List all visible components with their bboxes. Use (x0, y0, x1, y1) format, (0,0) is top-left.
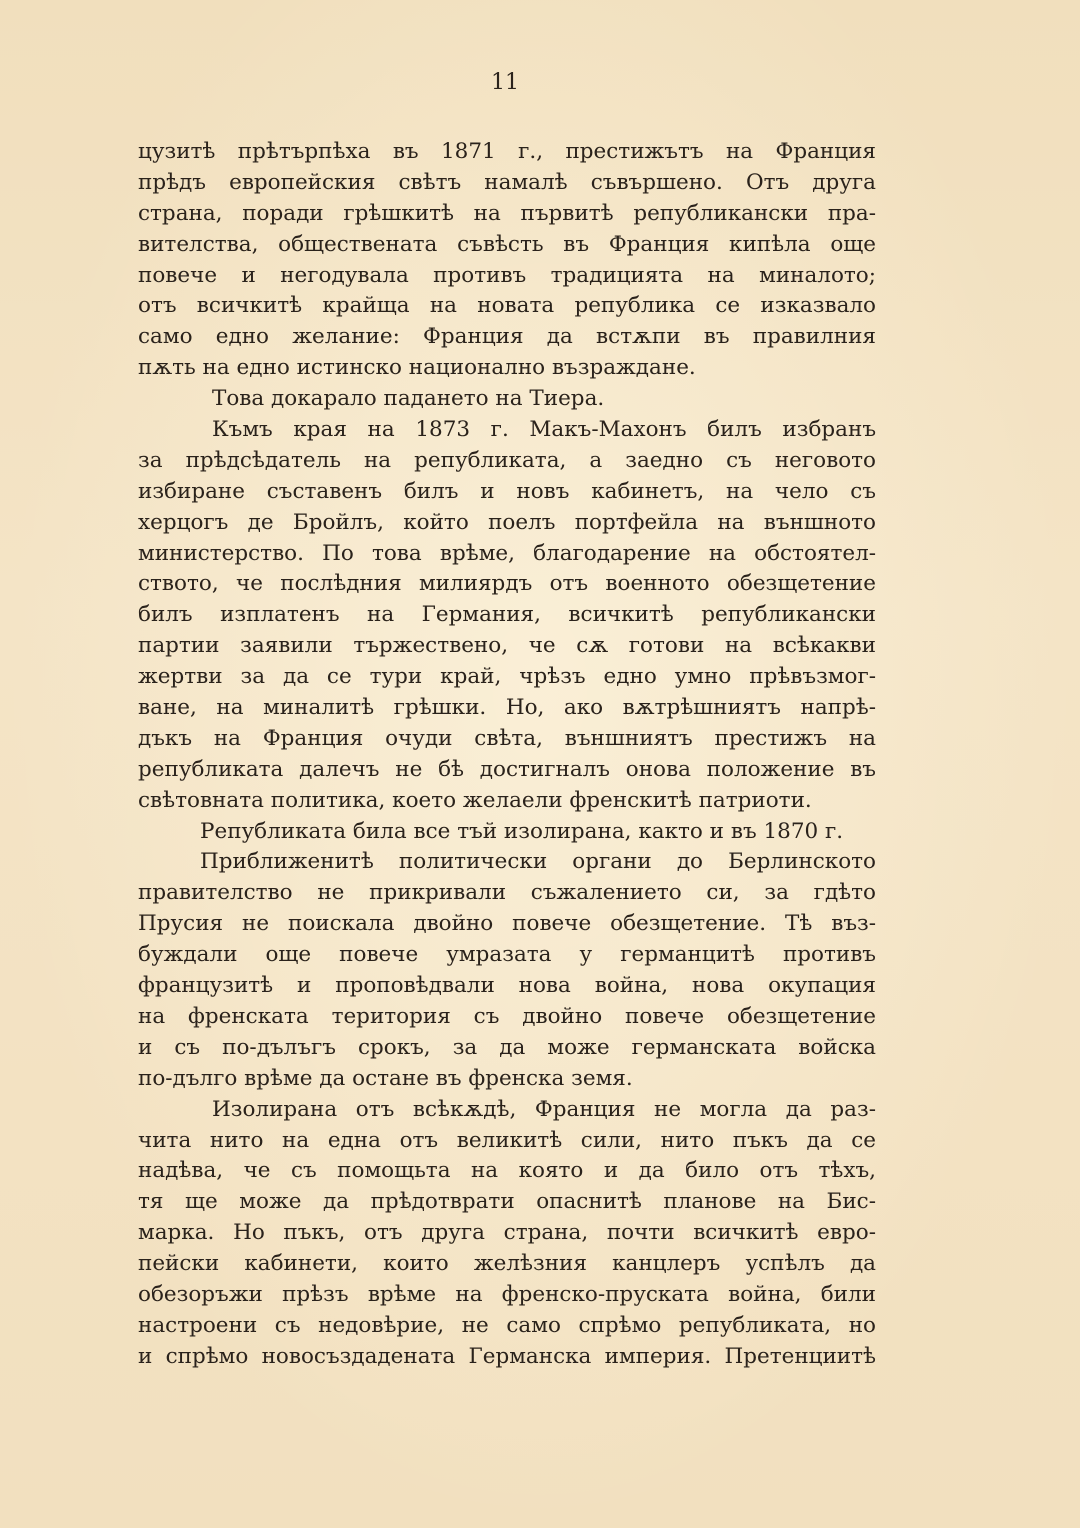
text-line: настроени съ недовѣрие, не само спрѣмо републиката, но (138, 1312, 876, 1338)
text-line: пейски кабинети, които желѣзния канцлеръ успѣлъ да (138, 1251, 876, 1277)
text-line: Републиката била все тъй изолирана, както и въ 1870 г. (200, 818, 844, 844)
text-line: само едно желание: Франция да встѫпи въ правилния (138, 324, 876, 350)
text-line: Това докарало падането на Тиера. (212, 386, 605, 412)
text-line: партии заявили тържествено, че сѫ готови на всѣкакви (138, 633, 876, 659)
text-line: французитѣ и проповѣдвали нова война, нова окупация (138, 973, 876, 999)
text-line: тя ще може да прѣдотврати опаснитѣ планове на Бис- (138, 1189, 876, 1215)
text-line: цузитѣ прѣтърпѣха въ 1871 г., престижътъ на Франция (138, 139, 876, 164)
text-line: прѣдъ европейския свѣтъ намалѣ съвършено. Отъ друга (138, 169, 876, 195)
text-line: чита нито на една отъ великитѣ сили, нито пъкъ да се (138, 1127, 876, 1153)
text-line: билъ изплатенъ на Германия, всичкитѣ републикански (138, 602, 876, 628)
text-line: дъкъ на Франция очуди свѣта, външниятъ престижъ на (138, 725, 876, 751)
text-line: повече и негодувала противъ традицията на миналото; (138, 262, 876, 288)
text-line: за прѣдсѣдатель на републиката, а заедно съ неговото (138, 447, 876, 473)
text-line: обезоръжи прѣзъ врѣме на френско-пруската война, били (138, 1281, 876, 1307)
text-line: ване, на миналитѣ грѣшки. Но, ако вѫтрѣшниятъ напрѣ- (138, 695, 876, 721)
text-line: вителства, обществената съвѣсть въ Франция кипѣла още (138, 231, 876, 257)
text-line: марка. Но пъкъ, отъ друга страна, почти всичкитѣ евро- (138, 1220, 876, 1246)
text-line: Къмъ края на 1873 г. Макъ-Махонъ билъ избранъ (212, 417, 876, 443)
text-line: пѫть на едно истинско национално възраждане. (138, 355, 696, 381)
text-line: надѣва, че съ помощьта на която и да било отъ тѣхъ, (138, 1158, 876, 1184)
body-text (138, 137, 876, 1373)
page-number: 11 (491, 70, 519, 95)
text-line: на френската територия съ двойно повече обезщетение (138, 1003, 876, 1029)
text-line: Изолирана отъ всѣкѫдѣ, Франция не могла да раз- (212, 1096, 876, 1122)
text-line: Прусия не поискала двойно повече обезщетение. Тѣ въз- (138, 911, 876, 937)
text-line: ството, че послѣдния милиярдъ отъ военното обезщетение (138, 571, 876, 597)
text-line: отъ всичкитѣ крайща на новата република се изказвало (138, 293, 876, 319)
text-line: свѣтовната политика, което желаели френскитѣ патриоти. (138, 787, 812, 813)
text-line: буждали още повече умразата у германцитѣ противъ (138, 942, 876, 968)
text-line: жертви за да се тури край, чрѣзъ едно умно прѣвъзмог- (138, 664, 876, 690)
text-line: правителство не прикривали съжалението си, за гдѣто (138, 880, 876, 906)
text-line: министерство. По това врѣме, благодарение на обстоятел- (138, 540, 876, 566)
text-line: страна, поради грѣшкитѣ на първитѣ републикански пра- (138, 200, 876, 226)
text-line: Приближенитѣ политически органи до Берлинското (200, 849, 876, 875)
text-line: и съ по-дълъгъ срокъ, за да може германската войска (138, 1034, 876, 1060)
text-line: по-дълго врѣме да остане въ френска земя. (138, 1065, 633, 1091)
text-line: републиката далечъ не бѣ достигналъ онова положение въ (138, 756, 876, 782)
text-line: херцогъ де Бройлъ, който поелъ портфейла на външното (138, 509, 876, 535)
text-line: избиране съставенъ билъ и новъ кабинетъ, на чело съ (138, 478, 876, 504)
text-line: и спрѣмо новосъздадената Германска империя. Претенциитѣ (138, 1343, 876, 1369)
